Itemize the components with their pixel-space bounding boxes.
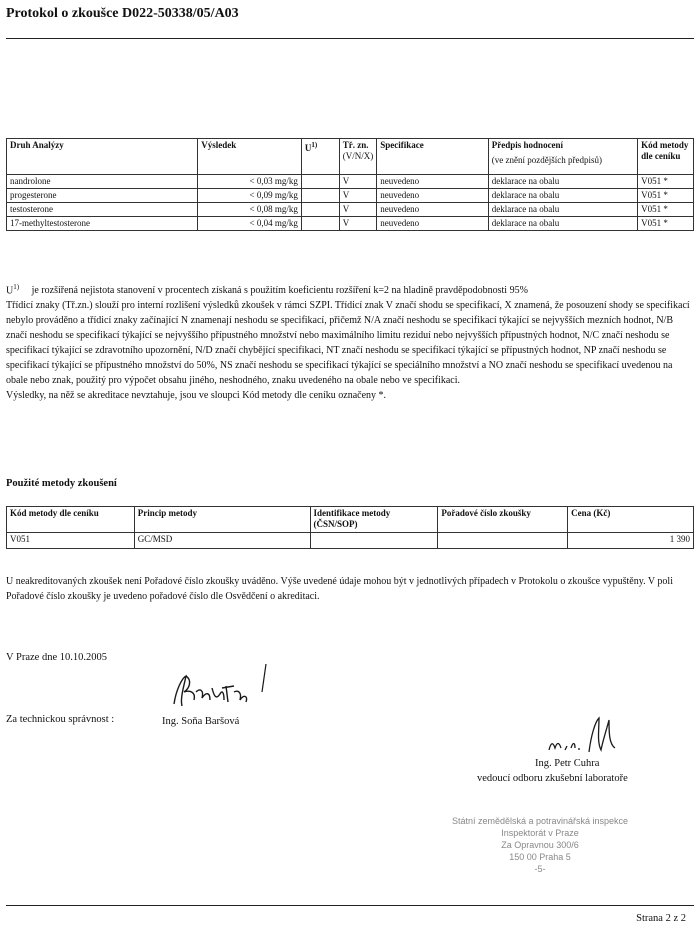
cell-kod: V051 * [638, 203, 694, 217]
cell-predpis: deklarace na obalu [488, 203, 637, 217]
cell-u [301, 175, 339, 189]
tech-name: Ing. Soňa Baršová [162, 716, 240, 727]
u-superscript: 1) [13, 283, 20, 291]
accreditation-note: Výsledky, na něž se akreditace nevztahuje, jsou ve sloupci Kód metody dle ceníku označeny *. [6, 390, 387, 402]
page-number: Strana 2 z 2 [636, 913, 686, 924]
header-u: $U^{1)}$ [301, 139, 339, 175]
methods-table [6, 506, 694, 549]
signature-cuhra [545, 712, 635, 757]
cell-princip: GC/MSD [134, 533, 310, 549]
u-label: U [6, 285, 14, 297]
table-row [7, 189, 694, 203]
place-date: V Praze dne 10.10.2005 [6, 652, 107, 663]
tech-label: Za technickou správnost : [6, 714, 115, 725]
signature-barsova [162, 662, 282, 722]
cell-kod: V051 * [638, 189, 694, 203]
cell-trzn: V [339, 175, 377, 189]
cell-specifikace: neuvedeno [377, 189, 489, 203]
results-header-row [7, 139, 694, 175]
page-title: Protokol o zkoušce D022-50338/05/A03 [6, 6, 239, 21]
cell-predpis: deklarace na obalu [488, 189, 637, 203]
cell-druh: 17-methyltestosterone [7, 217, 198, 231]
stamp-line: Inspektorát v Praze [501, 828, 579, 838]
cell-vysledek: < 0,08 mg/kg [198, 203, 302, 217]
cell-druh: nandrolone [7, 175, 198, 189]
cell-specifikace: neuvedeno [377, 203, 489, 217]
cell-vysledek: < 0,04 mg/kg [198, 217, 302, 231]
header-cena: Cena (Kč) [568, 507, 694, 533]
header-specifikace: Specifikace [377, 139, 489, 175]
header-kod: Kód metody dle ceníku [7, 507, 135, 533]
cell-predpis: deklarace na obalu [488, 175, 637, 189]
header-predpis: Předpis hodnocení (ve znění pozdějších předpisů) [488, 139, 637, 175]
cell-u [301, 217, 339, 231]
table-row [7, 217, 694, 231]
footer-divider [6, 905, 694, 906]
header-princip: Princip metody [134, 507, 310, 533]
cell-vysledek: < 0,09 mg/kg [198, 189, 302, 203]
cell-kod: V051 [7, 533, 135, 549]
head-name: Ing. Petr Cuhra [535, 758, 600, 769]
cell-trzn: V [339, 203, 377, 217]
notes-block [6, 280, 692, 403]
methods-header-row [7, 507, 694, 533]
stamp-line: 150 00 Praha 5 [509, 852, 571, 862]
cell-vysledek: < 0,03 mg/kg [198, 175, 302, 189]
cell-u [301, 203, 339, 217]
header-divider [6, 38, 694, 39]
cell-specifikace: neuvedeno [377, 217, 489, 231]
table-row [7, 203, 694, 217]
cell-kod: V051 * [638, 217, 694, 231]
methods-note: U neakreditovaných zkoušek není Pořadové číslo zkoušky uváděno. Výše uvedené údaje mohou být v jednotlivých případech v Protokolu o zkoušce vypuštěny. V poli Pořadové číslo zkoušky je uvedeno pořadové číslo dle Osvědčení o akreditaci. [6, 576, 673, 602]
cell-predpis: deklarace na obalu [488, 217, 637, 231]
cell-poradove [438, 533, 568, 549]
header-vysledek: Výsledek [198, 139, 302, 175]
table-row [7, 533, 694, 549]
head-role: vedoucí odboru zkušební laboratoře [477, 773, 628, 784]
header-identifikace: Identifikace metody (ČSN/SOP) [310, 507, 438, 533]
results-table [6, 138, 694, 231]
cell-cena: 1 390 [568, 533, 694, 549]
office-stamp [440, 815, 640, 875]
header-poradove: Pořadové číslo zkoušky [438, 507, 568, 533]
uncertainty-note [6, 280, 692, 298]
cell-identifikace [310, 533, 438, 549]
header-kod: Kód metody dle ceníku [638, 139, 694, 175]
stamp-line: -5- [534, 864, 546, 874]
header-druh: Druh Analýzy [7, 139, 198, 175]
u-text: je rozšířená nejistota stanovení v procentech získaná s použitím koeficientu rozšíření k=2 na hladině pravděpodobnosti 95% [31, 285, 528, 297]
codes-note: Třídicí znaky (Tř.zn.) slouží pro interní rozlišení výsledků zkoušek v rámci SZPI. Třídicí znak V značí shodu se specifikací, X znamená, že posouzení shody se specifikací nebylo prováděno a třídicí znaky začínající N znamenají neshodu se specifikací, přičemž N/A značí neshodu se specifikací týkající se nejvyšších mezních hodnot, N/B značí neshodu se specifikací týkající se nejvyššího přípustného množství nebo maximálního limitu reziduí nebo nejvyšších přípustných hodnot, N/C značí neshodu se specifikací týkající se zdravotního upozornění, N/D značí chybějící specifikaci, NT značí neshodu se specifikací týkající se přípustných hodnot, NP značí neshodu se specifikací týkající se přípustného množství do 50%, NS značí neshodu se specifikací týkající se speciálního množství a NO značí neshodu se specifikací uvedenou na obale nebo znak, použitý pro výpočet obsahu jiného, neshodného, znaku uvedeného na obale nebo ve specifikaci. [6, 300, 690, 387]
cell-kod: V051 * [638, 175, 694, 189]
methods-section-title: Použité metody zkoušení [6, 478, 117, 489]
cell-specifikace: neuvedeno [377, 175, 489, 189]
cell-druh: progesterone [7, 189, 198, 203]
cell-u [301, 189, 339, 203]
stamp-line: Za Opravnou 300/6 [501, 840, 579, 850]
cell-trzn: V [339, 189, 377, 203]
table-row [7, 175, 694, 189]
cell-druh: testosterone [7, 203, 198, 217]
stamp-line: Státní zemědělská a potravinářská inspekce [451, 816, 629, 826]
header-trzn: Tř. zn. (V/N/X) [339, 139, 377, 175]
cell-trzn: V [339, 217, 377, 231]
